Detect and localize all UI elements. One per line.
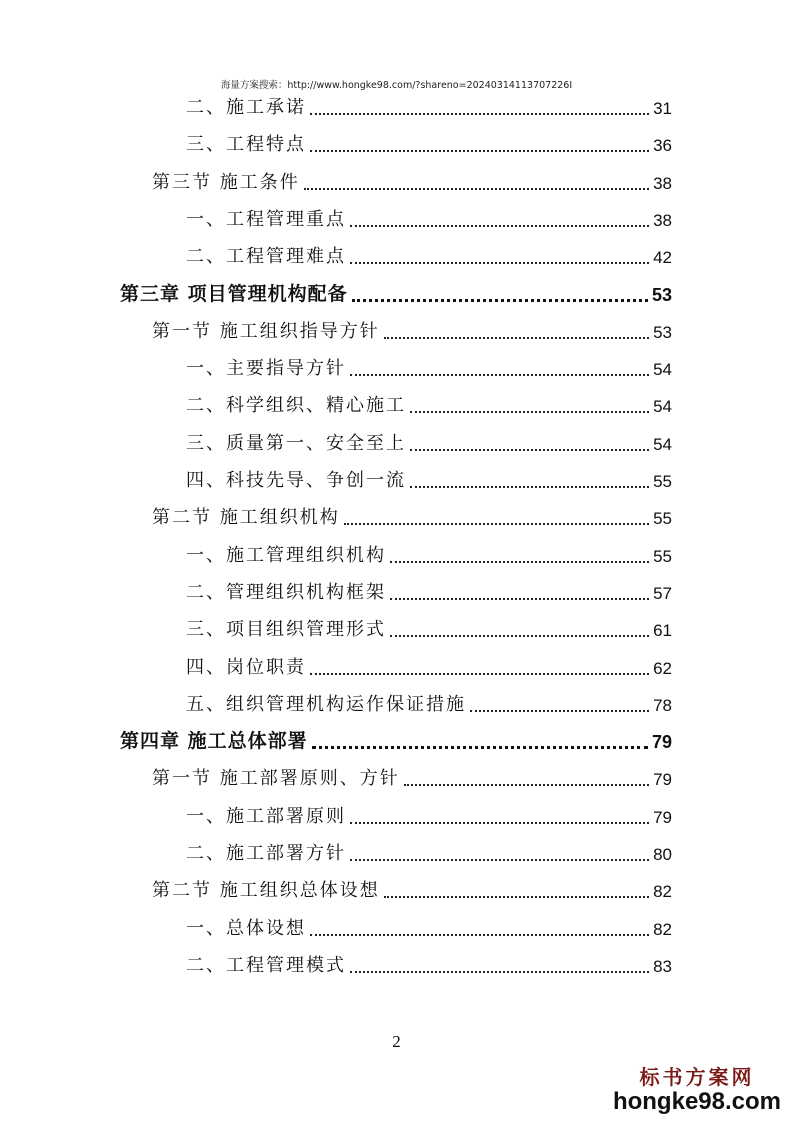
toc-entry-title: 三、工程特点 xyxy=(186,134,306,156)
toc-entry-title: 二、施工部署方针 xyxy=(186,843,346,864)
toc-dot-leader xyxy=(350,970,649,973)
toc-dot-leader xyxy=(350,858,649,861)
toc-entry-title: 三、质量第一、安全至上 xyxy=(186,432,406,454)
toc-entry-title: 第一节 施工部署原则、方针 xyxy=(152,768,400,790)
page-number: 2 xyxy=(392,1032,401,1051)
toc-entry-page: 82 xyxy=(653,882,672,902)
toc-entry-page: 78 xyxy=(653,695,672,715)
toc-entry-title: 二、管理组织机构框架 xyxy=(186,581,386,603)
toc-entry-item[interactable] xyxy=(186,380,672,417)
toc-entry-title: 一、施工部署原则 xyxy=(186,805,346,827)
toc-entry-title: 二、工程管理难点 xyxy=(186,246,346,268)
toc-entry-page: 55 xyxy=(653,509,672,529)
toc-dot-leader xyxy=(310,149,649,152)
toc-entry-section[interactable] xyxy=(152,157,672,194)
toc-entry-chapter[interactable] xyxy=(120,716,672,753)
toc-entry-title: 第二节 施工组织机构 xyxy=(152,507,340,529)
toc-entry-item[interactable] xyxy=(186,343,672,380)
toc-entry-item[interactable] xyxy=(186,791,672,828)
toc-dot-leader xyxy=(404,783,649,786)
watermark-chinese-text: 标书方案网 xyxy=(639,1065,755,1089)
toc-entry-item[interactable] xyxy=(186,455,672,492)
toc-dot-leader xyxy=(310,672,649,675)
toc-entry-title: 一、总体设想 xyxy=(186,917,306,939)
toc-entry-section[interactable] xyxy=(152,865,672,902)
toc-entry-item[interactable] xyxy=(186,940,672,977)
toc-entry-page: 53 xyxy=(653,322,672,342)
toc-entry-title: 第四章 施工总体部署 xyxy=(120,730,308,753)
toc-entry-page: 38 xyxy=(653,210,672,230)
toc-entry-chapter[interactable] xyxy=(120,269,672,306)
toc-dot-leader xyxy=(410,448,649,451)
toc-dot-leader xyxy=(312,745,648,749)
toc-entry-title: 一、主要指导方针 xyxy=(186,358,346,380)
watermark-logo xyxy=(613,1067,781,1114)
toc-entry-page: 83 xyxy=(653,956,672,976)
toc-dot-leader xyxy=(470,709,649,712)
toc-entry-page: 55 xyxy=(653,546,672,566)
toc-entry-title: 第一节 施工组织指导方针 xyxy=(152,320,380,342)
toc-dot-leader xyxy=(350,224,649,227)
toc-entry-title: 四、岗位职责 xyxy=(186,656,306,678)
toc-entry-title: 五、组织管理机构运作保证措施 xyxy=(186,693,466,715)
toc-dot-leader xyxy=(410,410,649,413)
toc-dot-leader xyxy=(410,485,649,488)
toc-entry-item[interactable] xyxy=(186,194,672,231)
toc-entry-title: 第三章 项目管理机构配备 xyxy=(120,282,348,305)
watermark-domain-text: hongke98.com xyxy=(612,1088,781,1115)
toc-entry-page: 54 xyxy=(653,360,672,380)
toc-entry-item[interactable] xyxy=(186,119,672,156)
toc-entry-item[interactable] xyxy=(186,231,672,268)
toc-entry-item[interactable] xyxy=(186,828,672,865)
toc-entry-item[interactable] xyxy=(186,82,672,119)
toc-dot-leader xyxy=(350,821,649,824)
toc-dot-leader xyxy=(352,298,648,302)
toc-dot-leader xyxy=(390,597,649,600)
toc-entry-item[interactable] xyxy=(186,679,672,716)
toc-dot-leader xyxy=(350,261,649,264)
toc-entry-title: 一、工程管理重点 xyxy=(186,208,346,230)
toc-entry-page: 53 xyxy=(651,284,672,305)
toc-dot-leader xyxy=(310,933,649,936)
toc-entry-page: 38 xyxy=(653,173,672,193)
toc-entry-page: 31 xyxy=(653,99,672,118)
toc-entry-page: 79 xyxy=(653,770,672,790)
toc-entry-section[interactable] xyxy=(152,306,672,343)
toc-entry-page: 36 xyxy=(653,136,672,156)
toc-dot-leader xyxy=(310,112,649,115)
header-search-url: 海量方案搜索：http://www.hongke98.com/?shareno=20240314113707226I xyxy=(220,80,573,91)
toc-entry-title: 第二节 施工组织总体设想 xyxy=(152,880,380,902)
toc-entry-page: 54 xyxy=(653,397,672,417)
toc-dot-leader xyxy=(390,560,649,563)
toc-entry-section[interactable] xyxy=(152,753,672,790)
toc-dot-leader xyxy=(344,522,649,525)
toc-dot-leader xyxy=(384,895,649,898)
toc-entry-item[interactable] xyxy=(186,418,672,455)
toc-entry-item[interactable] xyxy=(186,530,672,567)
toc-entry-title: 第三节 施工条件 xyxy=(152,171,300,193)
toc-entry-title: 二、施工承诺 xyxy=(186,97,306,118)
toc-entry-page: 55 xyxy=(653,472,672,491)
toc-entry-item[interactable] xyxy=(186,604,672,641)
toc-dot-leader xyxy=(304,187,649,190)
toc-dot-leader xyxy=(350,373,649,376)
toc-entry-item[interactable] xyxy=(186,903,672,940)
toc-entry-title: 二、科学组织、精心施工 xyxy=(186,395,406,417)
toc-entry-page: 82 xyxy=(653,919,672,939)
toc-entry-title: 一、施工管理组织机构 xyxy=(186,544,386,566)
toc-entry-section[interactable] xyxy=(152,492,672,529)
toc-dot-leader xyxy=(390,634,649,637)
toc-entry-title: 三、项目组织管理形式 xyxy=(186,619,386,641)
toc-entry-page: 61 xyxy=(653,621,672,641)
toc-entry-page: 57 xyxy=(653,583,672,603)
toc-entry-page: 62 xyxy=(653,658,672,678)
toc-entry-page: 79 xyxy=(651,732,672,753)
toc-entry-item[interactable] xyxy=(186,642,672,679)
toc-entry-item[interactable] xyxy=(186,567,672,604)
toc-entry-page: 80 xyxy=(653,845,672,864)
toc-entry-title: 四、科技先导、争创一流 xyxy=(186,470,406,491)
toc-dot-leader xyxy=(384,336,649,339)
toc-entry-title: 二、工程管理模式 xyxy=(186,954,346,976)
toc-entry-page: 54 xyxy=(653,434,672,454)
toc-entry-page: 79 xyxy=(653,807,672,827)
toc-entry-page: 42 xyxy=(653,248,672,268)
